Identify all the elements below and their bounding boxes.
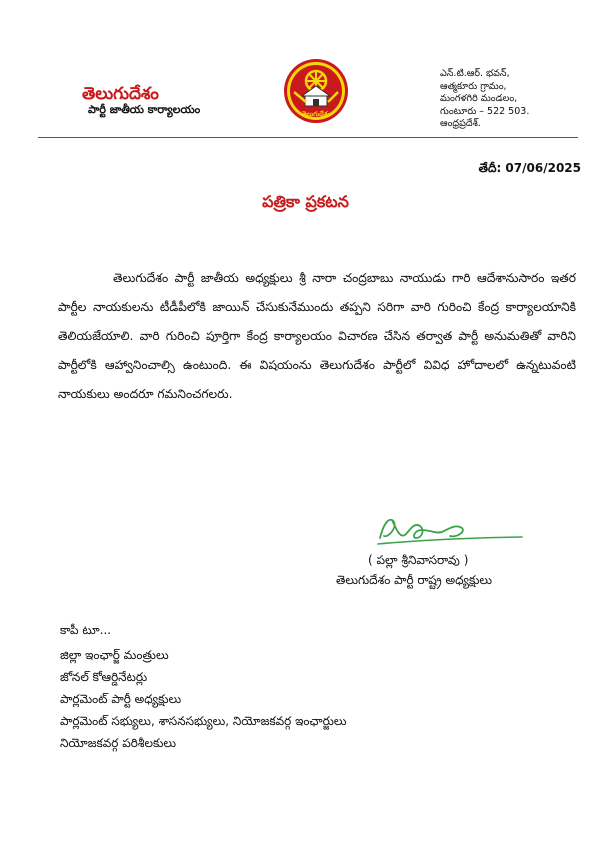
list-item: నియోజకవర్గ పరిశీలకులు [60,736,177,750]
party-name: తెలుగుదేశం [82,84,159,104]
address-line: ఆంధ్రప్రదేశ్. [440,118,481,129]
header-divider [38,137,578,138]
list-item: పార్లమెంట్ పార్టీ అధ్యక్షులు [60,692,182,706]
press-release-title: పత్రికా ప్రకటన [262,192,349,211]
address-line: ఎన్.టి.ఆర్. భవన్, [440,68,510,79]
party-logo [272,58,360,124]
copy-to-heading: కాపీ టూ... [60,623,112,637]
party-office-subtitle: పార్టీ జాతీయ కార్యాలయం [88,103,201,116]
logo-text: తెలుగుదేశం [301,110,331,118]
list-item: జిల్లా ఇంఛార్జ్ మంత్రులు [60,648,169,662]
copy-to-list [60,644,347,754]
signatory-role: తెలుగుదేశం పార్టీ రాష్ట్ర అధ్యక్షులు [336,573,493,587]
address-line: ఆత్మకూరు గ్రామం, [440,80,507,92]
signatory-name: ( పల్లా శ్రీనివాసరావు ) [368,553,469,567]
date-line: తేదీ: 07/06/2025 [478,161,581,175]
list-item: పార్లమెంట్ సభ్యులు, శాసనసభ్యులు, నియోజకవర్గ ఇంఛార్జులు [60,714,347,728]
address-line: మంగళగిరి మండలం, [440,93,518,104]
office-address [440,68,529,131]
address-line: గుంటూరు – 522 503. [440,105,530,117]
list-item: జోనల్ కోఆర్డినేటర్లు [60,670,148,684]
handwritten-signature [370,508,530,552]
announcement-body: తెలుగుదేశం పార్టీ జాతీయ అధ్యక్షులు శ్రీ నారా చంద్రబాబు నాయుడు గారి ఆదేశానుసారం ఇతర పార్టీల నాయకులను టీడీపీలోకి జాయిన్ చేసుకునేముందు తప్పని సరిగా వారి గురించి కేంద్ర కార్యాలయానికి తెలియజేయాలి. వారి గురించి పూర్తిగా కేంద్ర కార్యాలయం విచారణ చేసిన తర్వాత పార్టీ అనుమతితో వారిని పార్టీలోకి ఆహ్వానించాల్సి ఉంటుంది. ఈ విషయంను తెలుగుదేశం పార్టీలో వివిధ హోదాలలో ఉన్నటువంటి నాయకులు అందరూ గమనించగలరు. [58,271,576,402]
